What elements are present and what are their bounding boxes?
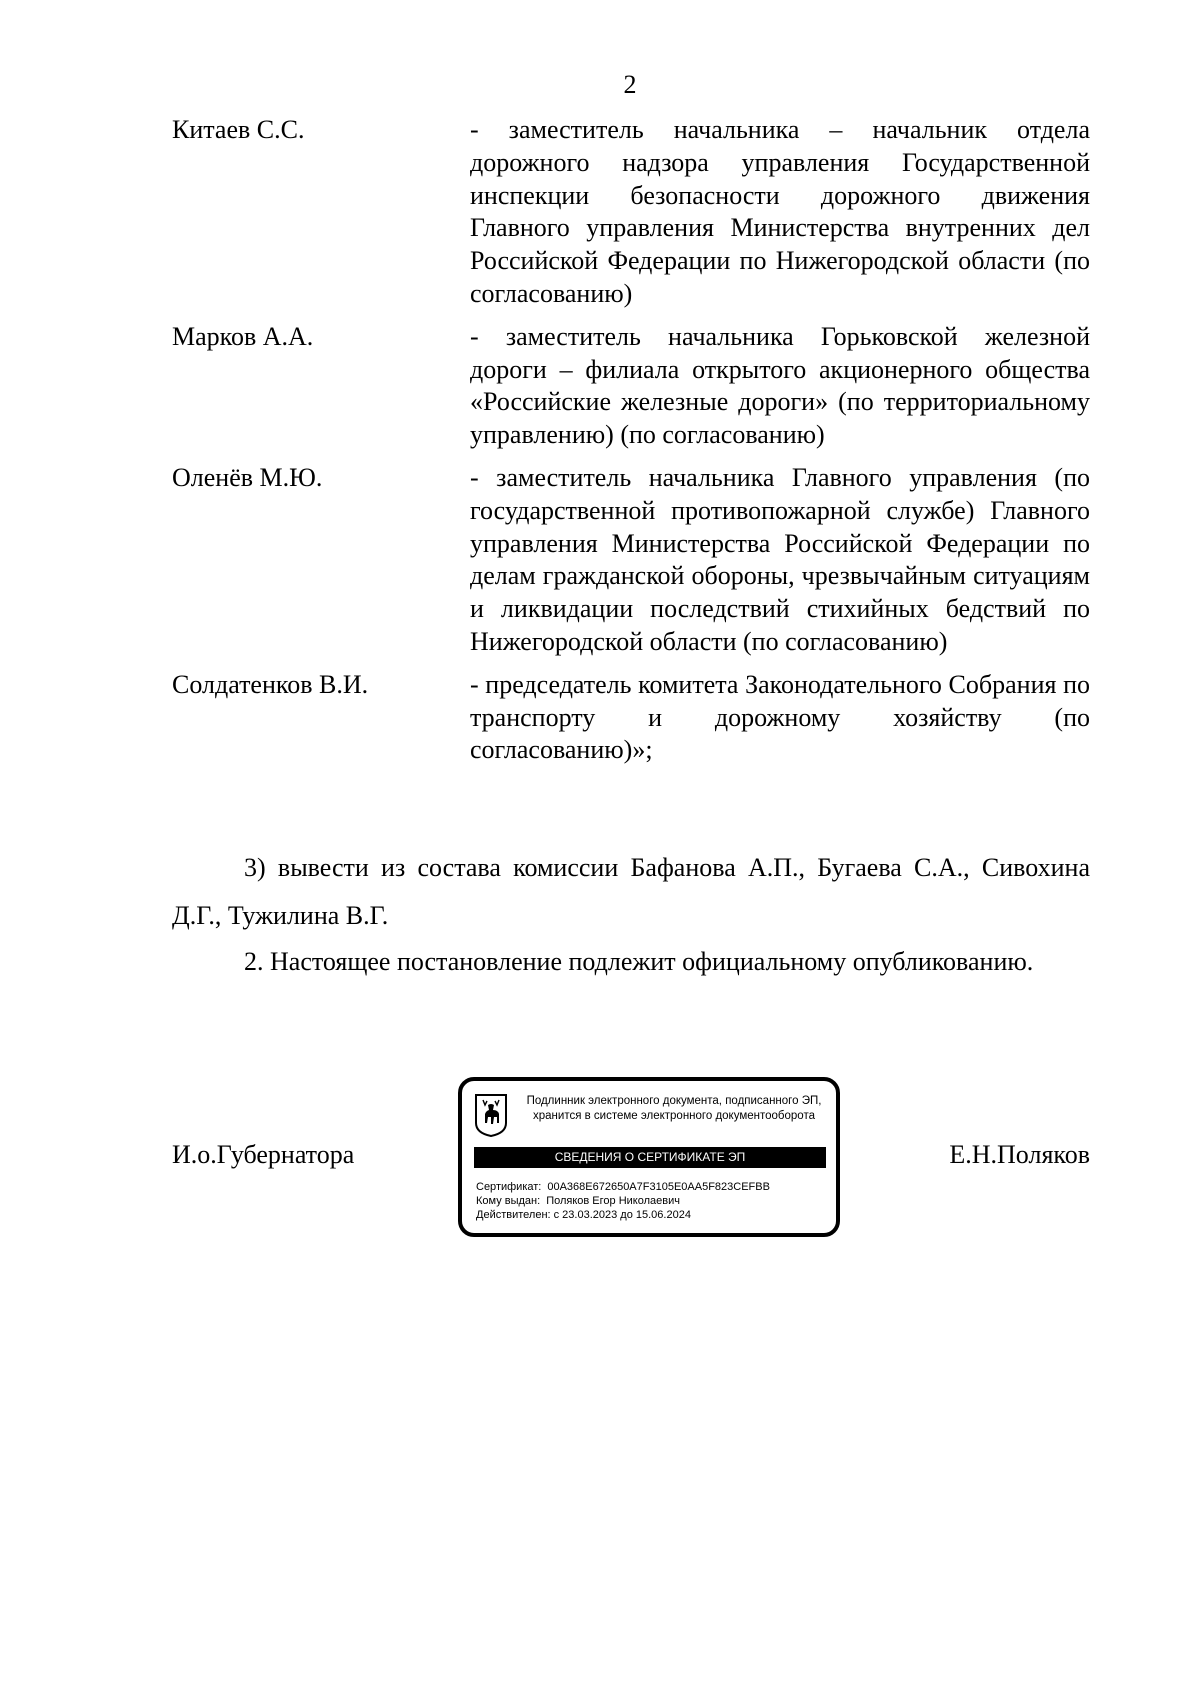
certificate-label: Сертификат:	[476, 1181, 542, 1193]
stamp-text-line: Подлинник электронного документа, подписанного ЭП,	[526, 1095, 822, 1107]
commission-members-list	[172, 114, 1090, 777]
signatory-title: И.о.Губернатора	[172, 1140, 355, 1169]
member-name: Марков А.А.	[172, 321, 314, 351]
electronic-signature-stamp	[458, 1077, 840, 1237]
paragraph-publication: 2. Настоящее постановление подлежит официальному опубликованию.	[244, 947, 1034, 976]
member-name: Оленёв М.Ю.	[172, 462, 323, 492]
certificate-validity: Действителен: с 23.03.2023 до 15.06.2024	[476, 1209, 691, 1221]
certificate-number	[476, 1181, 770, 1194]
member-row	[172, 669, 1090, 767]
issued-to-value: Поляков Егор Николаевич	[546, 1195, 680, 1207]
member-row	[172, 462, 1090, 659]
signatory-name: Е.Н.Поляков	[949, 1140, 1090, 1169]
member-row	[172, 114, 1090, 311]
member-row	[172, 321, 1090, 452]
issued-to-label: Кому выдан:	[476, 1195, 541, 1207]
member-description: - заместитель начальника – начальник отдела дорожного надзора управления Государственной инспекции безопасности дорожного движения Главного управления Министерства внутренних дел Российской Федерации по Нижегородской области (по согласованию)	[470, 115, 1090, 308]
member-description: - заместитель начальника Главного управления (по государственной противопожарной службе) Главного управления Министерства Российской Федерации по делам гражданской обороны, чрезвычайным ситуациям и ликвидации последствий стихийных бедствий по Нижегородской области (по согласованию)	[470, 462, 1090, 656]
certificate-owner	[476, 1195, 680, 1208]
certificate-info-header: СВЕДЕНИЯ О СЕРТИФИКАТЕ ЭП	[474, 1147, 826, 1168]
member-description: - председатель комитета Законодательного Собрания по транспорту и дорожному хозяйству (по согласованию)»;	[470, 669, 1090, 765]
paragraph-remove-members: 3) вывести из состава комиссии Бафанова А.П., Бугаева С.А., Сивохина Д.Г., Тужилина В.Г.	[172, 853, 1090, 930]
member-name: Китаев С.С.	[172, 115, 305, 144]
deer-emblem-icon	[474, 1093, 508, 1137]
member-description: - заместитель начальника Горьковской железной дороги – филиала открытого акционерного общества «Российские железные дороги» (по территориальному управлению) (по согласованию)	[470, 321, 1090, 450]
stamp-text-line: хранится в системе электронного документооборота	[533, 1110, 815, 1122]
certificate-value: 00A368E672650A7F3105E0AA5F823CEFBB	[547, 1181, 770, 1193]
member-name: Солдатенков В.И.	[172, 669, 369, 699]
page-number: 2	[623, 70, 637, 99]
